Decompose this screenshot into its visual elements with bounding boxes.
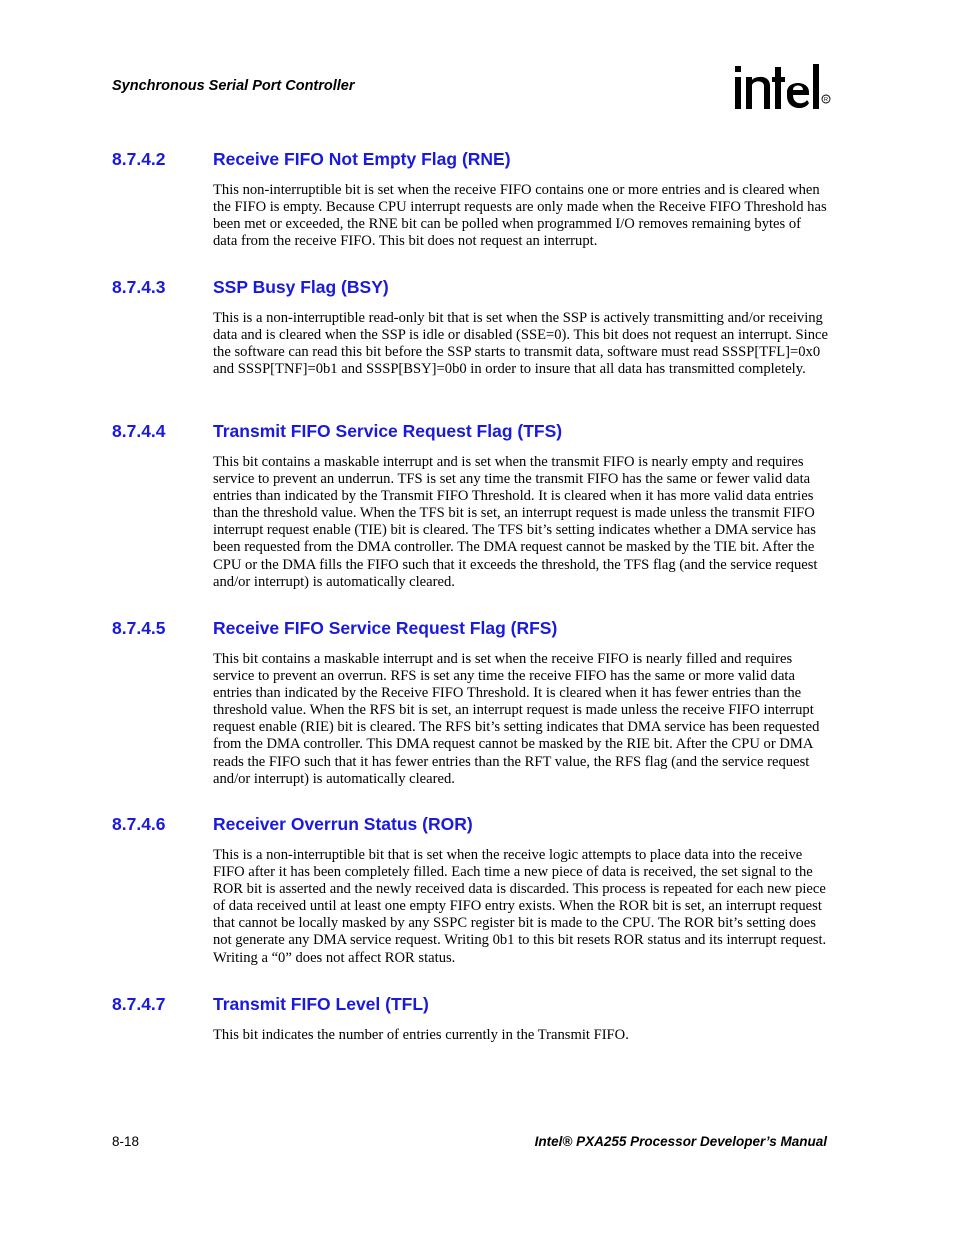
section-8-7-4-2 [112,148,828,250]
section-title: SSP Busy Flag (BSY) [213,277,389,297]
page-number: 8-18 [112,1134,140,1149]
section-body: This bit indicates the number of entries currently in the Transmit FIFO. [213,1027,629,1043]
manual-title: Intel® PXA255 Processor Developer’s Manual [534,1134,827,1149]
section-heading [112,276,828,298]
section-8-7-4-3 [112,276,828,378]
section-number: 8.7.4.7 [112,994,166,1014]
intel-logo [731,58,835,120]
section-heading [112,420,828,442]
section-heading [112,148,828,170]
running-header-title: Synchronous Serial Port Controller [112,78,355,94]
section-body: This is a non-interruptible bit that is set when the receive logic attempts to place data into the receive FIFO after it has been completely filled. Each time a new piece of data is received, the set signal to the ROR bit is asserted and the newly received data is discarded. This process is repeated for each new piece of data received until at least one empty FIFO entry exists. When the ROR bit is set, an interrupt request that cannot be locally masked by any SSPC register bit is made to the CPU. The ROR bit’s setting does not generate any DMA service request. Writing 0b1 to this bit resets ROR status and its interrupt request. Writing a “0” does not affect ROR status. [213,847,827,966]
section-number: 8.7.4.4 [112,421,166,441]
section-title: Transmit FIFO Level (TFL) [213,994,429,1014]
section-title: Receiver Overrun Status (ROR) [213,814,473,834]
section-body: This bit contains a maskable interrupt and is set when the receive FIFO is nearly filled and requires service to prevent an overrun. RFS is set any time the receive FIFO has the same or more valid data entries than indicated by the Receive FIFO Threshold. It is cleared when it has fewer entries than the threshold value. When the RFS bit is set, an interrupt request is made unless the receive FIFO interrupt request enable (RIE) bit is cleared. The RFS bit’s setting indicates that DMA service has been requested from the DMA controller. This DMA request cannot be masked by the RIE bit. After the CPU or DMA reads the FIFO such that it has fewer entries than the RFT value, the RFS flag (and the service request and/or interrupt) is automatically cleared. [213,651,820,787]
section-8-7-4-7 [112,993,828,1044]
section-8-7-4-4 [112,420,828,591]
section-heading [112,617,828,639]
section-number: 8.7.4.3 [112,277,166,297]
section-body: This is a non-interruptible read-only bit that is set when the SSP is actively transmitting and/or receiving data and is cleared when the SSP is idle or disabled (SSE=0). This bit does not request an interrupt. Since the software can read this bit before the SSP starts to transmit data, software must read SSSP[TFL]=0x0 and SSSP[TNF]=0b1 and SSSP[BSY]=0b0 in order to insure that all data has transmitted completely. [213,310,828,378]
section-heading [112,813,828,835]
section-8-7-4-6 [112,813,828,967]
svg-text:R: R [824,97,828,104]
section-body: This bit contains a maskable interrupt and is set when the transmit FIFO is nearly empty and requires service to prevent an underrun. TFS is set any time the transmit FIFO has the same or fewer valid data entries than indicated by the Transmit FIFO Threshold. It is cleared when it has more valid data entries than the threshold value. When the TFS bit is set, an interrupt request is made unless the transmit FIFO interrupt request enable (TIE) bit is cleared. The TFS bit’s setting indicates whether a DMA service has been requested from the DMA controller. The DMA request cannot be masked by the TIE bit. After the CPU or the DMA fills the FIFO such that it exceeds the threshold, the TFS flag (and the service request and/or interrupt) is automatically cleared. [213,454,818,590]
section-number: 8.7.4.6 [112,814,166,834]
section-number: 8.7.4.5 [112,618,166,638]
section-title: Receive FIFO Service Request Flag (RFS) [213,618,558,638]
section-title: Transmit FIFO Service Request Flag (TFS) [213,421,563,441]
section-heading [112,993,828,1015]
section-title: Receive FIFO Not Empty Flag (RNE) [213,149,511,169]
section-number: 8.7.4.2 [112,149,166,169]
section-8-7-4-5 [112,617,828,788]
section-body: This non-interruptible bit is set when the receive FIFO contains one or more entries and is cleared when the FIFO is empty. Because CPU interrupt requests are only made when the Receive FIFO Threshold has been met or exceeded, the RNE bit can be polled when programmed I/O removes remaining bytes of data from the receive FIFO. This bit does not request an interrupt. [213,182,827,250]
